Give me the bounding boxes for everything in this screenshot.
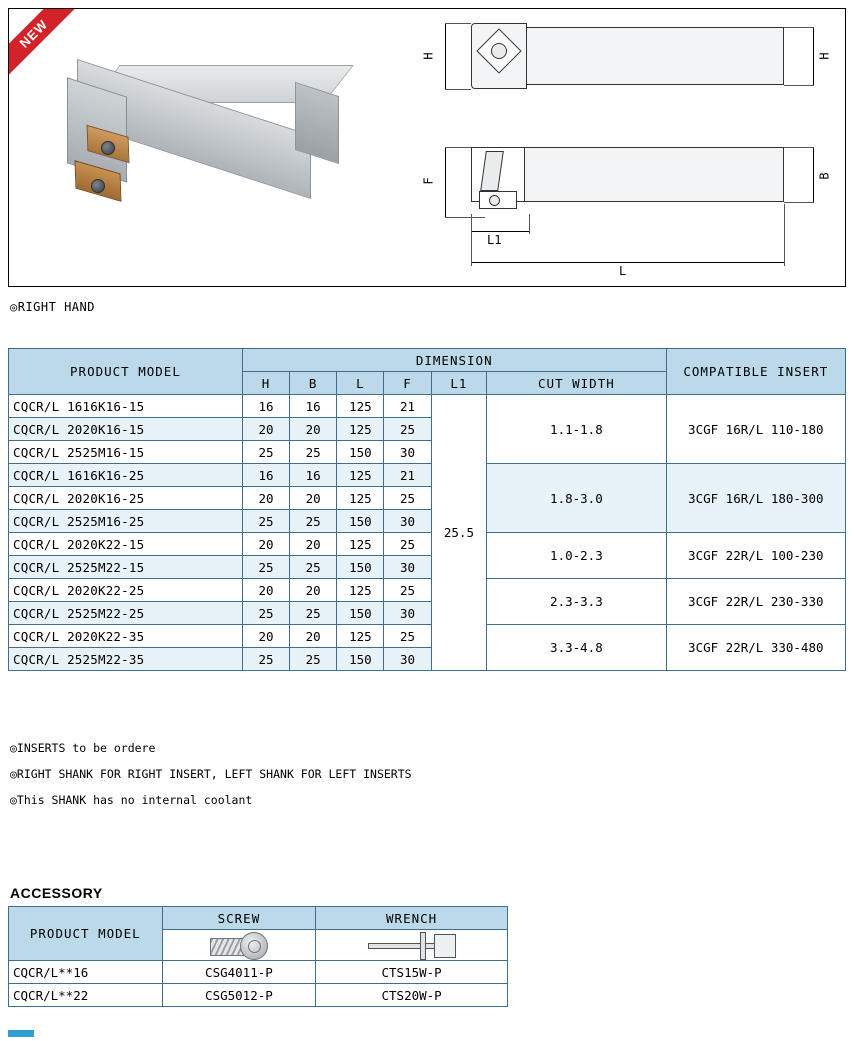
th-f: F — [384, 372, 431, 395]
cell-h: 25 — [242, 556, 289, 579]
th-acc-screw: SCREW — [162, 907, 316, 930]
cell-model: CQCR/L 2020K16-25 — [9, 487, 243, 510]
cell-b: 20 — [290, 625, 337, 648]
notes-block — [10, 735, 412, 813]
accessory-header-row — [9, 907, 508, 930]
product-image-panel — [8, 8, 846, 287]
th-l: L — [337, 372, 384, 395]
cell-b: 25 — [290, 510, 337, 533]
cell-model: CQCR/L 2525M16-15 — [9, 441, 243, 464]
cell-h: 20 — [242, 625, 289, 648]
cell-insert: 3CGF 16R/L 180-300 — [666, 464, 845, 533]
ext-line-l1-right — [529, 214, 530, 234]
cell-model: CQCR/L 2020K16-15 — [9, 418, 243, 441]
technical-drawing — [409, 9, 845, 286]
cell-l: 125 — [337, 533, 384, 556]
cell-b: 20 — [290, 533, 337, 556]
wrench-cross-part — [420, 932, 426, 960]
ext-line-h-right-top — [784, 27, 814, 28]
label-b: B — [817, 172, 832, 180]
cell-model: CQCR/L 1616K16-15 — [9, 395, 243, 418]
cell-insert: 3CGF 16R/L 110-180 — [666, 395, 845, 464]
cell-acc-wrench: CTS20W-P — [316, 984, 508, 1007]
cell-acc-model: CQCR/L**22 — [9, 984, 163, 1007]
label-h-left: H — [421, 52, 436, 60]
accessory-title: ACCESSORY — [10, 885, 103, 901]
cell-f: 30 — [384, 602, 431, 625]
th-cut-width: CUT WIDTH — [487, 372, 666, 395]
cell-b: 16 — [290, 464, 337, 487]
wrench-tip-part — [434, 934, 456, 958]
label-h-right: H — [817, 52, 832, 60]
table-row — [9, 961, 508, 984]
cell-h: 16 — [242, 395, 289, 418]
dim-line-h-right — [813, 27, 814, 85]
cell-f: 30 — [384, 441, 431, 464]
cell-model: CQCR/L 2020K22-15 — [9, 533, 243, 556]
accessory-table-body — [9, 961, 508, 1007]
screw-icon — [208, 930, 270, 960]
cell-f: 30 — [384, 648, 431, 671]
ext-line-h-right-bottom — [784, 85, 814, 86]
table-row — [9, 984, 508, 1007]
ext-line-l1-left — [471, 214, 472, 234]
ext-line-b-top — [784, 147, 814, 148]
dimension-table-head — [9, 349, 846, 395]
cell-h: 20 — [242, 418, 289, 441]
cell-model: CQCR/L 2020K22-35 — [9, 625, 243, 648]
cell-cut-width: 1.8-3.0 — [487, 464, 666, 533]
tool-holder-photo — [9, 9, 409, 286]
cell-l: 150 — [337, 510, 384, 533]
cell-model: CQCR/L 2525M22-15 — [9, 556, 243, 579]
dim-line-l1 — [471, 231, 529, 232]
table-row — [9, 579, 846, 602]
cell-model: CQCR/L 1616K16-25 — [9, 464, 243, 487]
cell-f: 25 — [384, 418, 431, 441]
screw-head-part — [240, 932, 268, 960]
cell-l: 150 — [337, 556, 384, 579]
cell-b: 25 — [290, 441, 337, 464]
cell-f: 30 — [384, 510, 431, 533]
cell-h: 25 — [242, 510, 289, 533]
cell-cut-width: 1.1-1.8 — [487, 395, 666, 464]
cell-l: 150 — [337, 602, 384, 625]
cell-f: 21 — [384, 395, 431, 418]
cell-l: 150 — [337, 441, 384, 464]
ext-line-f-top — [445, 147, 471, 148]
ext-line-f-bottom — [445, 217, 485, 218]
ext-line-l-right — [784, 204, 785, 266]
cell-b: 25 — [290, 648, 337, 671]
cell-l: 125 — [337, 395, 384, 418]
th-product-model: PRODUCT MODEL — [9, 349, 243, 395]
side-view-shank — [524, 147, 784, 202]
cell-f: 21 — [384, 464, 431, 487]
cell-l: 125 — [337, 579, 384, 602]
cell-l: 125 — [337, 418, 384, 441]
cell-f: 25 — [384, 579, 431, 602]
cell-f: 25 — [384, 533, 431, 556]
new-badge: NEW — [8, 8, 81, 81]
cell-model: CQCR/L 2020K22-25 — [9, 579, 243, 602]
dim-line-b — [813, 147, 814, 202]
label-l: L — [619, 264, 627, 278]
note-coolant: ◎This SHANK has no internal coolant — [10, 793, 253, 807]
cell-f: 25 — [384, 487, 431, 510]
th-acc-wrench: WRENCH — [316, 907, 508, 930]
cell-insert: 3CGF 22R/L 100-230 — [666, 533, 845, 579]
ext-line-b-bottom — [784, 202, 814, 203]
cell-acc-model: CQCR/L**16 — [9, 961, 163, 984]
cell-cut-width: 2.3-3.3 — [487, 579, 666, 625]
right-hand-note: ◎RIGHT HAND — [10, 300, 95, 314]
cell-h: 25 — [242, 602, 289, 625]
cell-f: 25 — [384, 625, 431, 648]
clamp-screw-lower-icon — [91, 179, 105, 193]
cell-l: 125 — [337, 487, 384, 510]
table-row — [9, 533, 846, 556]
dim-line-l — [471, 262, 784, 263]
cell-l: 150 — [337, 648, 384, 671]
cell-b: 25 — [290, 602, 337, 625]
screw-image-cell — [162, 930, 316, 961]
table-row — [9, 464, 846, 487]
table-row — [9, 395, 846, 418]
th-l1: L1 — [431, 372, 487, 395]
cell-b: 20 — [290, 579, 337, 602]
dim-line-f — [445, 147, 446, 217]
dimension-table-body — [9, 395, 846, 671]
cell-h: 16 — [242, 464, 289, 487]
wrench-icon — [364, 930, 460, 960]
cell-h: 25 — [242, 441, 289, 464]
cell-model: CQCR/L 2525M22-35 — [9, 648, 243, 671]
cell-l: 125 — [337, 464, 384, 487]
cell-b: 16 — [290, 395, 337, 418]
cell-l1: 25.5 — [431, 395, 487, 671]
cell-f: 30 — [384, 556, 431, 579]
top-view-insert-screw-icon — [491, 43, 507, 59]
cell-acc-screw: CSG5012-P — [162, 984, 316, 1007]
accessory-table-head — [9, 907, 508, 961]
cell-cut-width: 1.0-2.3 — [487, 533, 666, 579]
table-header-row-1 — [9, 349, 846, 372]
cell-b: 20 — [290, 418, 337, 441]
ext-line-h-left-bottom — [445, 89, 471, 90]
page-accent-mark — [8, 1030, 34, 1037]
dimension-table — [8, 348, 846, 671]
th-compatible-insert: COMPATIBLE INSERT — [666, 349, 845, 395]
th-acc-product-model: PRODUCT MODEL — [9, 907, 163, 961]
cell-b: 20 — [290, 487, 337, 510]
table-row — [9, 625, 846, 648]
cell-model: CQCR/L 2525M22-25 — [9, 602, 243, 625]
cell-h: 20 — [242, 533, 289, 556]
cell-h: 20 — [242, 487, 289, 510]
cell-insert: 3CGF 22R/L 330-480 — [666, 625, 845, 671]
ext-line-l-left — [471, 234, 472, 266]
cell-insert: 3CGF 22R/L 230-330 — [666, 579, 845, 625]
cell-b: 25 — [290, 556, 337, 579]
clamp-screw-upper-icon — [101, 141, 115, 155]
wrench-image-cell — [316, 930, 508, 961]
label-l1: L1 — [487, 233, 502, 247]
th-h: H — [242, 372, 289, 395]
accessory-table — [8, 906, 508, 1007]
cell-acc-wrench: CTS15W-P — [316, 961, 508, 984]
cell-model: CQCR/L 2525M16-25 — [9, 510, 243, 533]
cell-acc-screw: CSG4011-P — [162, 961, 316, 984]
cell-l: 125 — [337, 625, 384, 648]
th-b: B — [290, 372, 337, 395]
cell-h: 25 — [242, 648, 289, 671]
top-view-shank — [524, 27, 784, 85]
note-inserts: ◎INSERTS to be ordere — [10, 741, 156, 755]
cell-h: 20 — [242, 579, 289, 602]
note-shank-hand: ◎RIGHT SHANK FOR RIGHT INSERT, LEFT SHANK FOR LEFT INSERTS — [10, 767, 412, 781]
side-view-screw-icon — [489, 195, 500, 206]
ext-line-h-left-top — [445, 23, 471, 24]
dim-line-h-left — [445, 23, 446, 89]
cell-cut-width: 3.3-4.8 — [487, 625, 666, 671]
shank-side-face — [295, 82, 339, 164]
th-dimension: DIMENSION — [242, 349, 666, 372]
label-f: F — [421, 177, 436, 185]
